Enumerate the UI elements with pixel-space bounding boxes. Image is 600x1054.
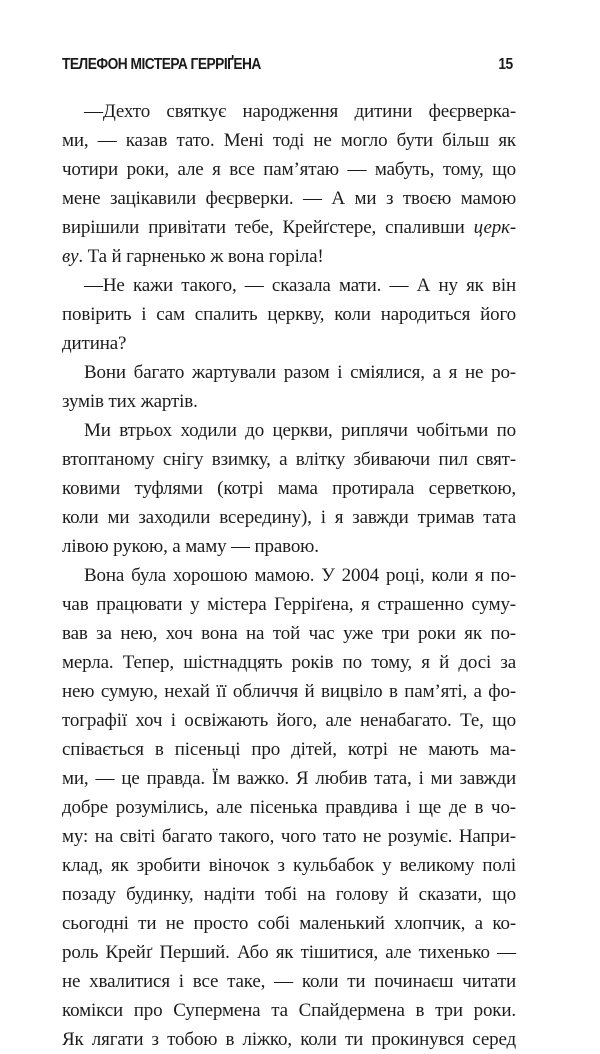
text-line: коли ми заходили всередину), і я завжди тримав тата <box>62 507 516 528</box>
text-line: му: на світі багато такого, чого тато не розуміє. Напри- <box>62 826 516 847</box>
text-line: мерла. Тепер, шістнадцять років по тому, я й досі за <box>62 652 516 673</box>
text-line: —Дехто святкує народження дитини феєрверка- <box>84 101 516 122</box>
text-line: комікси про Супермена та Спайдермена в три роки. <box>62 1000 516 1021</box>
text-line: не хвалитися і все таке, — коли ти починаєш читати <box>62 971 516 992</box>
text-line: ми, — це правда. Їм важко. Я любив тата, і ми завжди <box>62 768 516 789</box>
text-line: Ми втрьох ходили до церкви, риплячи чобітьми по <box>84 420 516 441</box>
body-text <box>62 97 516 1054</box>
text-line: мене зацікавили феєрверки. — А ми з твоєю мамою <box>62 188 516 209</box>
text-line: зумів тих жартів. <box>62 391 198 412</box>
text-line: втоптаному снігу взимку, а влітку збиваючи пил свят- <box>62 449 516 470</box>
text-line: сьогодні ти не просто собі маленький хлопчик, а ко- <box>62 913 516 934</box>
text-line: ковими туфлями (котрі мама протирала серветкою, <box>62 478 516 499</box>
text-line: тографії хоч і освіжають його, але ненабагато. Те, що <box>62 710 516 731</box>
text-line: ву. Та й гарненько ж вона горіла! <box>62 246 324 267</box>
text-line: вав за нею, хоч вона на той час уже три роки як по- <box>62 623 516 644</box>
paragraph <box>62 561 516 1054</box>
paragraph <box>62 271 516 358</box>
text-line: лівою рукою, а маму — правою. <box>62 536 319 557</box>
paragraph <box>62 97 516 271</box>
text-line: дитина? <box>62 333 127 354</box>
text-line: Як лягати з тобою в ліжко, коли ти прокинувся серед <box>62 1029 516 1050</box>
chapter-title: ТЕЛЕФОН МІСТЕРА ГЕРРІҐЕНА <box>62 56 261 73</box>
running-head <box>62 54 513 76</box>
text-line: вирішили привітати тебе, Крейґстере, спаливши церк- <box>62 217 516 238</box>
text-line: роль Крейґ Перший. Або як тішитися, але тихенько — <box>62 942 516 963</box>
text-line: нею сумую, нехай її обличчя й вицвіло в пам’яті, а фо- <box>62 681 516 702</box>
text-line: клад, як зробити віночок з кульбабок у великому полі <box>62 855 516 876</box>
page-number: 15 <box>498 56 513 73</box>
text-line: чотири роки, але я все пам’ятаю — мабуть, тому, що <box>62 159 516 180</box>
text-line: співається в пісеньці про дітей, котрі не мають ма- <box>62 739 516 760</box>
text-line: Вони багато жартували разом і сміялися, а я не ро- <box>84 362 516 383</box>
text-line: ми, — казав тато. Мені тоді не могло бути більш як <box>62 130 516 151</box>
paragraph <box>62 358 516 416</box>
text-line: позаду будинку, надіти тобі на голову й сказати, що <box>62 884 516 905</box>
text-line: —Не кажи такого, — сказала мати. — А ну як він <box>84 275 516 296</box>
text-line: повірить і сам спалить церкву, коли народиться його <box>62 304 516 325</box>
text-line: чав працювати у містера Герріґена, я страшенно суму- <box>62 594 516 615</box>
paragraph <box>62 416 516 561</box>
text-line: Вона була хорошою мамою. У 2004 році, коли я по- <box>84 565 516 586</box>
text-line: добре розумілись, але пісенька правдива і ще де в чо- <box>62 797 516 818</box>
